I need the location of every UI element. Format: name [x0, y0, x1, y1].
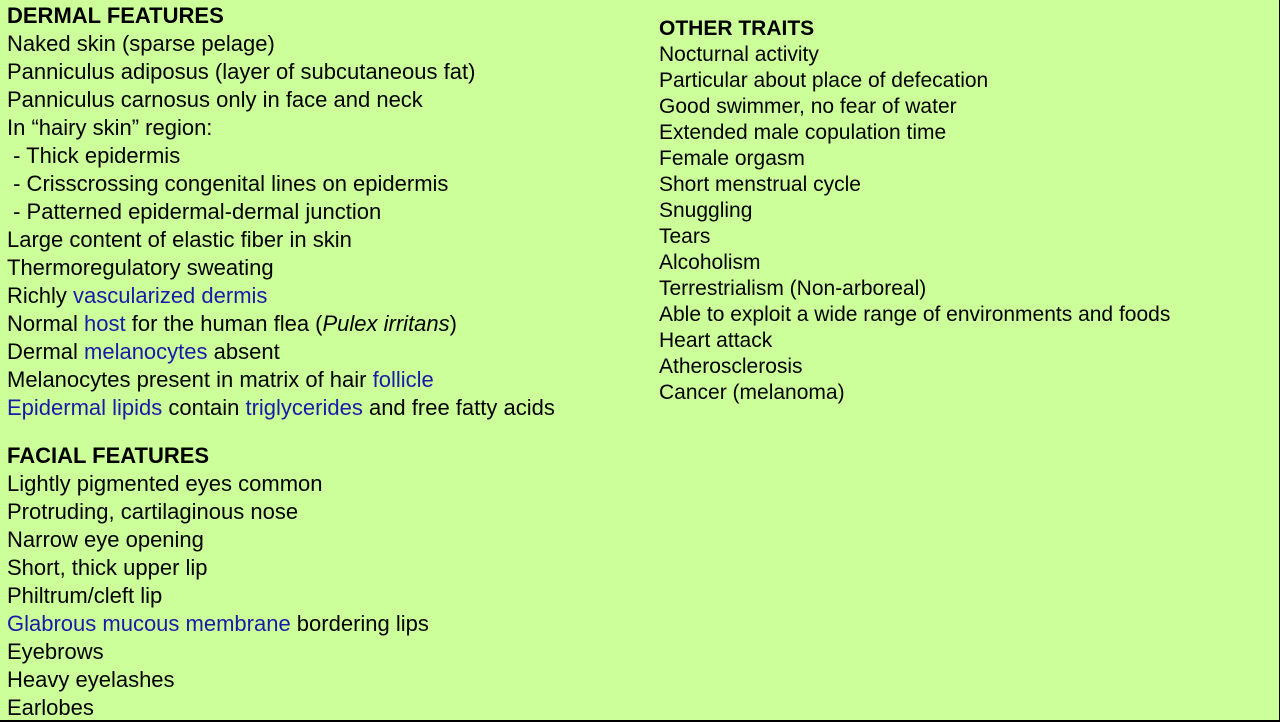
glabrous-mucous-membrane-link[interactable]: Glabrous mucous membrane [7, 611, 291, 636]
dermal-item: Panniculus carnosus only in face and neck [7, 87, 423, 112]
item-text: absent [207, 339, 280, 364]
facial-item: Short, thick upper lip [7, 555, 208, 580]
dermal-item: Thermoregulatory sweating [7, 255, 274, 280]
melanocytes-link[interactable]: melanocytes [84, 339, 208, 364]
facial-features-heading: FACIAL FEATURES [7, 443, 210, 468]
right-column [659, 0, 1269, 406]
trait-item: Short menstrual cycle [659, 173, 861, 196]
trait-item: Cancer (melanoma) [659, 381, 845, 404]
item-text: and free fatty acids [362, 395, 555, 420]
trait-item: Particular about place of defecation [659, 69, 989, 92]
trait-item: Extended male copulation time [659, 121, 947, 144]
facial-item: Narrow eye opening [7, 527, 204, 552]
dermal-item: Naked skin (sparse pelage) [7, 31, 275, 56]
facial-item: Protruding, cartilaginous nose [7, 499, 299, 524]
dermal-item: Large content of elastic fiber in skin [7, 227, 352, 252]
item-text: for the human flea ( [125, 311, 323, 336]
trait-item: Good swimmer, no fear of water [659, 95, 957, 118]
species-name: Pulex irritans [322, 311, 450, 336]
trait-item: Alcoholism [659, 251, 761, 274]
item-text: Dermal [7, 339, 85, 364]
item-text: Richly [7, 283, 74, 308]
dermal-item-lipids [7, 394, 647, 422]
follicle-link[interactable]: follicle [372, 367, 434, 392]
left-column [7, 0, 647, 720]
item-text: ) [449, 311, 457, 336]
vascularized-dermis-link[interactable]: vascularized dermis [73, 283, 268, 308]
dermal-item: Panniculus adiposus (layer of subcutaneous fat) [7, 59, 476, 84]
trait-item: Snuggling [659, 199, 753, 222]
dermal-subitem: - Crisscrossing congenital lines on epidermis [7, 171, 449, 196]
trait-item: Terrestrialism (Non-arboreal) [659, 277, 927, 300]
facial-item: Philtrum/cleft lip [7, 583, 163, 608]
facial-item: Earlobes [7, 695, 94, 720]
trait-item: Heart attack [659, 329, 773, 352]
item-text: Melanocytes present in matrix of hair [7, 367, 373, 392]
facial-item-glabrous [7, 610, 647, 638]
facial-item: Heavy eyelashes [7, 667, 175, 692]
trait-item: Able to exploit a wide range of environments and foods [659, 303, 1171, 326]
dermal-features-heading: DERMAL FEATURES [7, 3, 224, 28]
dermal-item-follicle [7, 366, 647, 394]
trait-item: Female orgasm [659, 147, 805, 170]
other-traits-heading: OTHER TRAITS [659, 17, 815, 40]
dermal-subitem: - Patterned epidermal-dermal junction [7, 199, 382, 224]
epidermal-lipids-link[interactable]: Epidermal lipids [7, 395, 163, 420]
facial-item: Eyebrows [7, 639, 104, 664]
dermal-item: In “hairy skin” region: [7, 115, 213, 140]
dermal-item-flea [7, 310, 647, 338]
trait-item: Tears [659, 225, 711, 248]
dermal-item-melanocytes [7, 338, 647, 366]
item-text: contain [162, 395, 246, 420]
triglycerides-link[interactable]: triglycerides [245, 395, 363, 420]
item-text: bordering lips [290, 611, 429, 636]
facial-item: Lightly pigmented eyes common [7, 471, 323, 496]
host-link[interactable]: host [84, 311, 126, 336]
item-text: Normal [7, 311, 85, 336]
dermal-item-richly [7, 282, 647, 310]
dermal-subitem: - Thick epidermis [7, 143, 181, 168]
trait-item: Atherosclerosis [659, 355, 803, 378]
trait-item: Nocturnal activity [659, 43, 819, 66]
